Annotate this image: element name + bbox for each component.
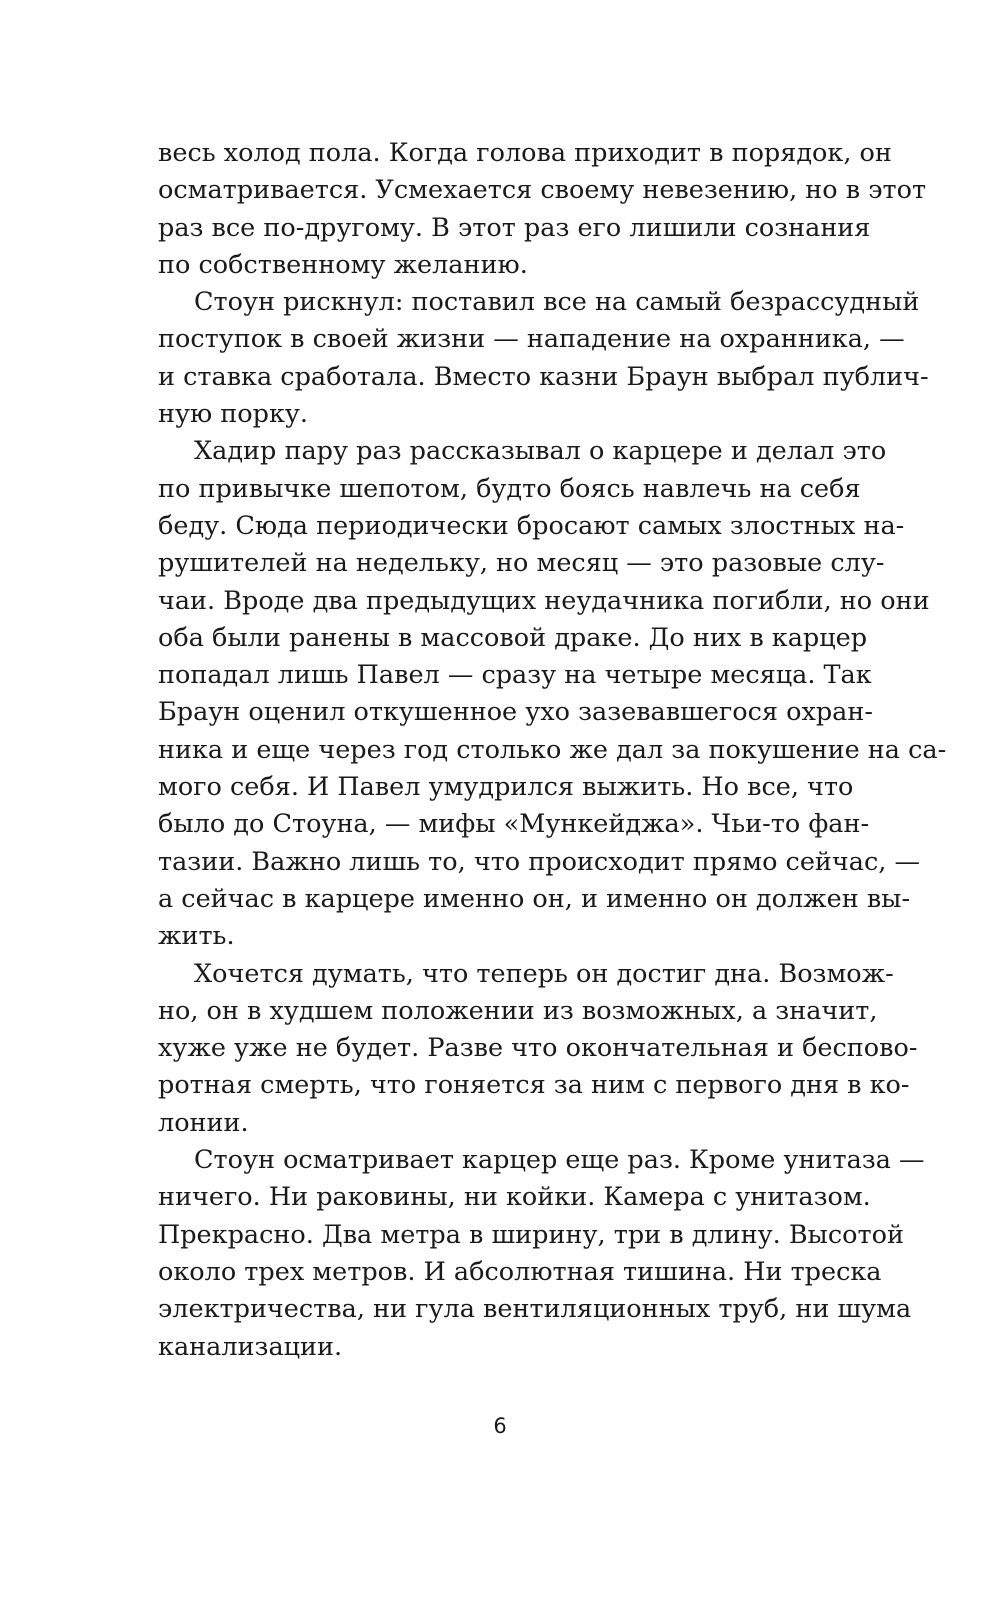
text-line: тазии. Важно лишь то, что происходит прямо сейчас, —: [158, 846, 920, 877]
text-line: Браун оценил откушенное ухо зазевавшегося охран-: [158, 697, 873, 728]
text-line: ника и еще через год столько же дал за покушение на са-: [158, 734, 947, 765]
text-line: беду. Сюда периодически бросают самых злостных на-: [158, 510, 905, 541]
text-line: около трех метров. И абсолютная тишина. Ни треска: [158, 1256, 882, 1287]
text-line: Прекрасно. Два метра в ширину, три в длину. Высотой: [158, 1219, 904, 1250]
text-line: Стоун осматривает карцер еще раз. Кроме унитаза —: [194, 1145, 925, 1176]
text-line: и ставка сработала. Вместо казни Браун выбрал публич-: [158, 361, 929, 392]
text-line: электричества, ни гула вентиляционных труб, ни шума: [158, 1294, 912, 1325]
text-line: Хочется думать, что теперь он достиг дна. Возмож-: [194, 958, 894, 989]
text-line: хуже уже не будет. Разве что окончательная и беспово-: [158, 1033, 918, 1064]
text-line: рушителей на недельку, но месяц — это разовые слу-: [158, 548, 885, 579]
text-line: жить.: [158, 921, 235, 952]
text-line: раз все по-другому. В этот раз его лишили сознания: [158, 212, 871, 243]
text-line: осматривается. Усмехается своему невезению, но в этот: [158, 175, 927, 206]
text-line: ную порку.: [158, 399, 309, 430]
text-line: было до Стоуна, — мифы «Мункейджа». Чьи-то фан-: [158, 809, 870, 840]
page-number: 6: [493, 1414, 507, 1438]
text-line: по собственному желанию.: [158, 249, 528, 280]
text-line: Хадир пару раз рассказывал о карцере и делал это: [194, 436, 887, 467]
text-line: но, он в худшем положении из возможных, а значит,: [158, 995, 878, 1026]
text-line: оба были ранены в массовой драке. До них в карцер: [158, 622, 868, 653]
text-line: по привычке шепотом, будто боясь навлечь на себя: [158, 473, 861, 504]
text-line: мого себя. И Павел умудрился выжить. Но все, что: [158, 772, 854, 803]
text-line: поступок в своей жизни — нападение на охранника, —: [158, 324, 905, 355]
text-line: чаи. Вроде два предыдущих неудачника погибли, но они: [158, 585, 930, 616]
text-line: лонии.: [158, 1107, 249, 1138]
text-line: попадал лишь Павел — сразу на четыре месяца. Так: [158, 660, 872, 691]
body-text: [158, 135, 947, 1366]
text-line: Стоун рискнул: поставил все на самый безрассудный: [194, 287, 920, 318]
text-line: ничего. Ни раковины, ни койки. Камера с унитазом.: [158, 1182, 871, 1213]
text-line: ротная смерть, что гоняется за ним с первого дня в ко-: [158, 1070, 910, 1101]
text-line: канализации.: [158, 1331, 343, 1362]
text-line: а сейчас в карцере именно он, и именно он должен вы-: [158, 883, 911, 914]
text-line: весь холод пола. Когда голова приходит в порядок, он: [158, 138, 892, 168]
